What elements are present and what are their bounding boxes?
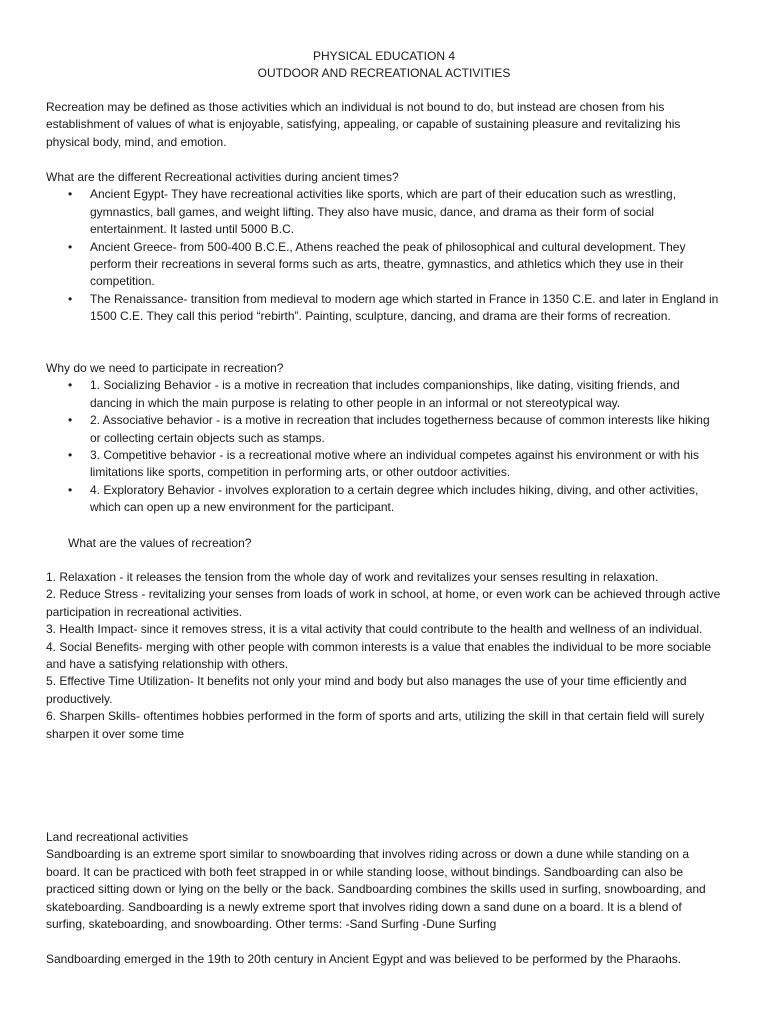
land-section (46, 829, 722, 933)
intro-paragraph: Recreation may be defined as those activities which an individual is not bound to do, but instead are chosen from his establishment of values of what is enjoyable, satisfying, appealing, or capable of sustaining pleasure and revitalizing his physical body, mind, and emotion. (46, 100, 681, 149)
topic-title: OUTDOOR AND RECREATIONAL ACTIVITIES (257, 66, 511, 81)
document-title (0, 48, 768, 83)
land-history: Sandboarding emerged in the 19th to 20th century in Ancient Egypt and was believed to be performed by the Pharaohs. (46, 952, 682, 966)
ancient-question: What are the different Recreational activities during ancient times? (46, 170, 399, 184)
list-item (46, 186, 722, 238)
list-item (46, 377, 722, 412)
list-item-text: Ancient Egypt- They have recreational activities like sports, which are part of their education such as wrestling, gymnastics, ball games, and weight lifting. They also have music, dance, and drama as their form of social entertainment. It lasted until 5000 B.C. (90, 187, 677, 237)
bullet-icon: • (68, 413, 73, 428)
bullet-icon: • (68, 239, 73, 254)
list-item: 3. Health Impact- since it removes stress, it is a vital activity that could contribute to the health and wellness of an individual. (46, 622, 703, 637)
list-item: 2. Reduce Stress - revitalizing your senses from loads of work in school, at home, or even work can be achieved through active participation in recreational activities. (46, 587, 721, 619)
land-heading: Land recreational activities (46, 830, 189, 844)
list-item (46, 239, 722, 291)
list-item-text: 4. Exploratory Behavior - involves exploration to a certain degree which includes hiking, diving, and other activities, which can open up a new environment for the participant. (90, 482, 699, 515)
list-item (46, 482, 722, 517)
list-item-text: 1. Socializing Behavior - is a motive in recreation that includes companionships, like dating, visiting friends, and dancing in which the main purpose is relating to other people in an informal or not stereotypical way. (90, 378, 680, 410)
ancient-list (46, 186, 722, 325)
why-list (46, 377, 722, 516)
list-item (46, 412, 722, 447)
intro-section (46, 99, 722, 151)
list-item (46, 291, 722, 326)
list-item-text: 3. Competitive behavior - is a recreational motive where an individual competes against his environment or with his limitations like sports, competition in performing arts, or other outdoor activities. (90, 448, 699, 480)
values-question-section (68, 535, 722, 552)
list-item: 6. Sharpen Skills- oftentimes hobbies performed in the form of sports and arts, utilizing the skill in that certain field will surely sharpen it over some time (46, 709, 705, 741)
list-item (46, 447, 722, 482)
bullet-icon: • (68, 482, 73, 497)
why-section (46, 360, 722, 517)
list-item-text: 2. Associative behavior - is a motive in recreation that includes togetherness because of common interests like hiking or collecting certain objects such as stamps. (90, 413, 710, 445)
list-item-text: Ancient Greece- from 500-400 B.C.E., Athens reached the peak of philosophical and cultural development. They perform their recreations in several forms such as arts, theatre, gymnastics, and athletics which they use in their competition. (90, 239, 686, 289)
land-body: Sandboarding is an extreme sport similar to snowboarding that involves riding across or down a dune while standing on a board. It can be practiced with both feet strapped in or while standing loose, without bindings. Sandboarding can also be practiced sitting down or lying on the belly or the back. Sandboarding combines the skills used in surfing, snowboarding, and skateboarding. Sandboarding is a newly extreme sport that involves riding down a sand dune on a board. It is a blend of surfing, skateboarding, and snowboarding. Other terms: -Sand Surfing -Dune Surfing (46, 847, 706, 932)
values-question: What are the values of recreation? (68, 536, 252, 550)
bullet-icon: • (68, 187, 73, 202)
list-item: 5. Effective Time Utilization- It benefits not only your mind and body but also manages the use of your time efficiently and productively. (46, 674, 687, 706)
list-item: 4. Social Benefits- merging with other people with common interests is a value that enables the individual to be more sociable and have a satisfying relationship with others. (46, 639, 712, 672)
bullet-icon: • (68, 378, 73, 393)
values-section (46, 569, 722, 743)
list-item: 1. Relaxation - it releases the tension from the whole day of work and revitalizes your senses resulting in relaxation. (46, 570, 659, 584)
list-item-text: The Renaissance- transition from medieval to modern age which started in France in 1350 C.E. and later in England in 1500 C.E. They call this period “rebirth”. Painting, sculpture, dancing, and drama are their forms of recreation. (90, 291, 719, 324)
why-question: Why do we need to participate in recreation? (46, 361, 284, 375)
values-list (46, 569, 722, 743)
ancient-section (46, 169, 722, 326)
course-title: PHYSICAL EDUCATION 4 (312, 49, 456, 63)
history-section (46, 951, 722, 968)
bullet-icon: • (68, 291, 73, 306)
bullet-icon: • (68, 448, 73, 463)
